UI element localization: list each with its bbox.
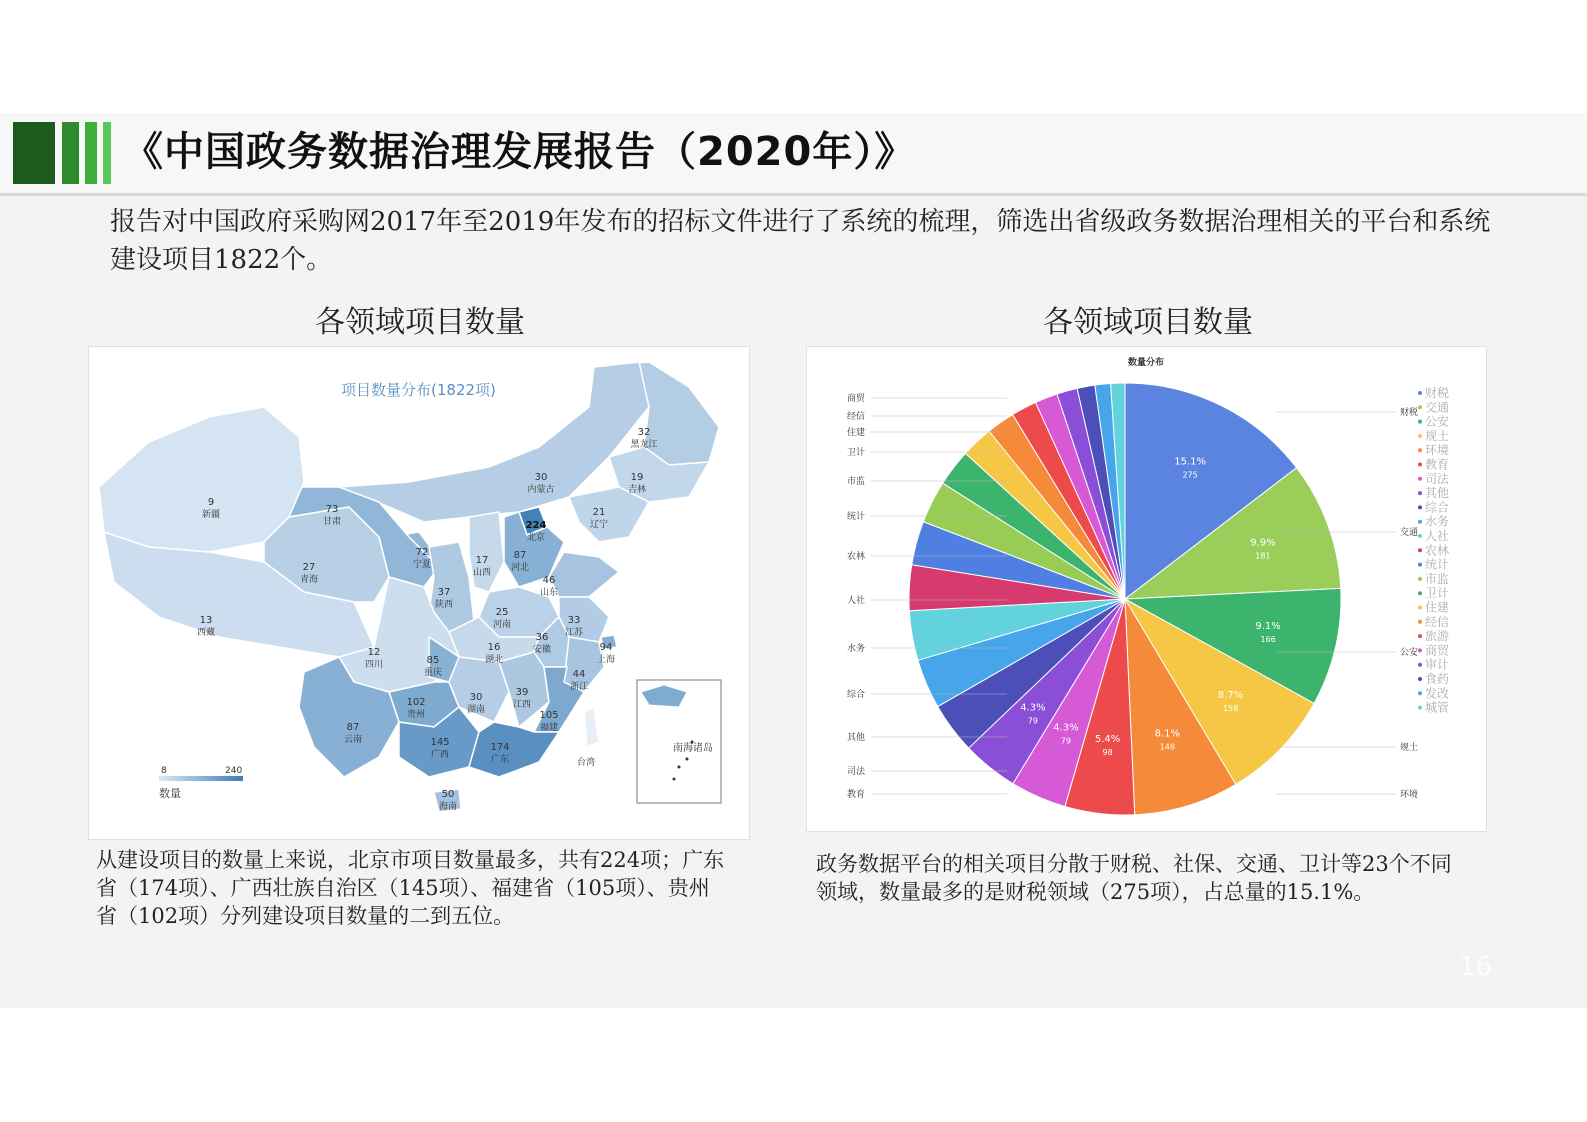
pie-legend-swatch (1418, 591, 1422, 595)
map-region-value: 33 (567, 615, 581, 626)
pie-legend-swatch (1418, 505, 1422, 509)
map-region-name: 江苏 (564, 628, 584, 638)
pie-legend-item: 审计 (1425, 657, 1450, 672)
pie-legend-swatch (1418, 405, 1422, 409)
pie-legend-swatch (1418, 706, 1422, 710)
map-region-name: 上海 (596, 655, 616, 665)
left-caption: 从建设项目的数量上来说，北京市项目数量最多，共有224项；广东省（174项）、广西壮族自治区（145项）、福建省（105项）、贵州省（102项）分列建设项目数量的二到五位。 (96, 848, 725, 928)
pie-legend-item: 旅游 (1425, 629, 1450, 644)
map-legend-max: 240 (225, 766, 243, 776)
pie-slice-value: 158 (1222, 704, 1239, 714)
map-region-name: 浙江 (569, 682, 589, 692)
pie-slice-value: 166 (1260, 635, 1276, 645)
map-region-value: 25 (495, 607, 509, 618)
map-region-value: 36 (535, 632, 549, 643)
title-accent-bar-2 (62, 122, 79, 184)
map-region-name: 云南 (343, 735, 363, 745)
pie-legend-item: 规土 (1425, 428, 1450, 443)
island-dot (691, 741, 694, 744)
map-region-value: 46 (542, 575, 556, 586)
pie-slice-value: 79 (1060, 736, 1071, 746)
title-accent-bar-1 (13, 122, 55, 184)
pie-side-label: 水务 (847, 644, 866, 654)
pie-legend-swatch (1418, 606, 1422, 610)
pie-legend-swatch (1418, 648, 1422, 652)
map-region-value: 37 (437, 587, 451, 598)
pie-title: 数量分布 (1127, 358, 1165, 368)
pie-legend-item: 公安 (1425, 414, 1450, 429)
map-region-name: 内蒙古 (527, 485, 555, 495)
map-region-value: 32 (637, 427, 651, 438)
pie-legend-item: 水务 (1425, 514, 1450, 529)
pie-side-label: 综合 (847, 690, 866, 700)
map-region-value: 44 (572, 669, 586, 680)
pie-slice-pct: 5.4% (1094, 733, 1121, 745)
page-title: 《中国政务数据治理发展报告（2020年）》 (123, 129, 916, 175)
map-region-name: 重庆 (423, 668, 443, 678)
pie-legend-swatch (1418, 520, 1422, 524)
pie-legend-item: 统计 (1425, 557, 1450, 572)
map-region-value: 50 (441, 789, 455, 800)
map-region-name: 黑龙江 (630, 440, 658, 450)
pie-side-label: 规土 (1400, 743, 1419, 753)
map-region-name: 新疆 (201, 510, 221, 520)
map-region-name: 贵州 (406, 710, 426, 720)
map-region-value: 174 (490, 742, 510, 753)
pie-legend-item: 教育 (1425, 457, 1450, 472)
pie-legend-item: 经信 (1425, 614, 1450, 629)
map-region-value: 85 (426, 655, 440, 666)
map-region-value: 12 (367, 647, 381, 658)
pie-slices (909, 383, 1341, 815)
map-region-name: 湖北 (484, 655, 504, 665)
map-region-name: 西藏 (196, 628, 216, 638)
pie-legend-item: 其他 (1425, 486, 1450, 501)
map-region-name: 广西 (430, 750, 450, 760)
left-heading: 各领域项目数量 (315, 305, 525, 340)
pie-legend-item: 环境 (1425, 443, 1450, 458)
pie-legend-item: 城管 (1425, 700, 1450, 715)
island-dot (673, 778, 676, 781)
pie-legend-swatch (1418, 391, 1422, 395)
map-region-name: 青海 (299, 575, 319, 585)
map-region-value: 30 (469, 692, 483, 703)
pie-legend-swatch (1418, 477, 1422, 481)
map-region-value: 102 (406, 697, 426, 708)
map-panel (88, 346, 750, 840)
pie-legend-swatch (1418, 663, 1422, 667)
pie-legend-item: 交通 (1425, 400, 1450, 415)
map-region-name: 辽宁 (589, 520, 609, 530)
map-region (549, 552, 619, 597)
pie-slice-pct: 9.1% (1255, 621, 1281, 633)
map-region-name: 福建 (539, 723, 559, 733)
title-accent-bar-3 (85, 122, 97, 184)
map-region-name: 北京 (526, 533, 546, 543)
map-region-name: 广东 (490, 755, 510, 765)
right-heading: 各领域项目数量 (1043, 305, 1253, 340)
map-region-name: 安徽 (532, 645, 552, 655)
pie-slice-pct: 15.1% (1174, 456, 1206, 468)
pie-slice-value: 148 (1159, 742, 1175, 752)
pie-side-label: 教育 (847, 790, 866, 800)
map-region-value: 27 (302, 562, 316, 573)
map-region-name: 宁夏 (412, 560, 432, 570)
island-dot (686, 758, 689, 761)
map-legend-gradient (159, 776, 243, 781)
map-region-value: 13 (199, 615, 213, 626)
pie-legend-item: 人社 (1425, 529, 1450, 543)
map-region-value: 9 (207, 497, 215, 508)
intro-text: 报告对中国政府采购网2017年至2019年发布的招标文件进行了系统的梳理，筛选出省级政务数据治理相关的平台和系统建设项目1822个。 (110, 207, 1491, 275)
pie-legend-swatch (1418, 563, 1422, 567)
pie-side-label: 司法 (847, 767, 866, 777)
pie-slice-pct: 9.9% (1250, 537, 1276, 549)
map-region-value: 39 (515, 687, 529, 698)
map-region-value: 73 (325, 504, 339, 515)
island-dot (678, 766, 681, 769)
map-legend-label: 数量 (159, 787, 181, 800)
pie-legend-item: 农林 (1425, 543, 1450, 558)
map-region-name: 湖南 (466, 705, 486, 715)
pie-side-label: 公安 (1400, 648, 1419, 658)
pie-side-label: 统计 (847, 512, 866, 522)
pie-slice-value: 79 (1027, 716, 1038, 726)
pie-legend-item: 住建 (1425, 600, 1450, 615)
map-legend-min: 8 (161, 766, 167, 776)
pie-side-label: 经信 (847, 412, 866, 422)
page-number: 16 (1458, 952, 1492, 982)
map-region-value: 21 (592, 507, 606, 518)
pie-side-label: 环境 (1400, 790, 1419, 800)
map-region (99, 407, 304, 552)
pie-legend-swatch (1418, 420, 1422, 424)
pie-panel (806, 346, 1487, 832)
pie-side-label: 商贸 (847, 394, 866, 404)
title-accent-bar-4 (103, 122, 111, 184)
map-region-name: 江西 (512, 700, 532, 710)
pie-side-label: 人社 (847, 596, 866, 606)
map-region (584, 707, 599, 747)
map-region-value: 87 (346, 722, 360, 733)
map-region-name: 台湾 (576, 758, 596, 768)
south-sea-inset-label: 南海诸岛 (673, 743, 713, 754)
pie-legend-item: 司法 (1425, 471, 1450, 486)
map-region (569, 487, 649, 542)
pie-slice-value: 275 (1182, 470, 1198, 480)
map-region-value: 72 (415, 547, 429, 558)
pie-legend-swatch (1418, 448, 1422, 452)
pie-slice-value: 181 (1255, 551, 1271, 561)
right-caption: 政务数据平台的相关项目分散于财税、社保、交通、卫计等23个不同领域，数量最多的是财税领域（275项），占总量的15.1%。 (816, 852, 1452, 904)
pie-legend-swatch (1418, 577, 1422, 581)
pie-legend-swatch (1418, 491, 1422, 495)
pie-legend (1418, 385, 1450, 715)
pie-chart (807, 347, 1486, 831)
map-region-value: 30 (534, 472, 548, 483)
pie-legend-swatch (1418, 677, 1422, 681)
pie-legend-item: 卫计 (1425, 586, 1450, 601)
map-region-value: 224 (525, 520, 547, 531)
pie-legend-item: 商贸 (1425, 643, 1450, 658)
pie-slice-pct: 8.1% (1154, 728, 1181, 740)
pie-legend-item: 市监 (1425, 571, 1450, 586)
map-region-name: 甘肃 (322, 517, 342, 527)
map-region-name: 山西 (472, 568, 492, 578)
map-region (469, 512, 504, 592)
pie-side-label: 卫计 (847, 448, 866, 458)
pie-side-label: 交通 (1400, 528, 1419, 538)
map-shapes (99, 362, 719, 812)
pie-side-label: 农林 (847, 552, 866, 562)
map-region-name: 山东 (539, 588, 559, 598)
map-region-name: 陕西 (434, 600, 454, 610)
china-map-chart (89, 347, 749, 839)
pie-side-label: 其他 (847, 733, 866, 743)
pie-side-label: 住建 (847, 428, 866, 438)
pie-legend-swatch (1418, 434, 1422, 438)
pie-legend-item: 食药 (1425, 672, 1450, 686)
pie-legend-swatch (1418, 548, 1422, 552)
map-region-value: 19 (630, 472, 644, 483)
map-title: 项目数量分布(1822项) (341, 381, 496, 399)
pie-slice-pct: 4.3% (1053, 722, 1079, 734)
pie-side-label: 财税 (1400, 408, 1419, 418)
pie-legend-swatch (1418, 634, 1422, 638)
pie-legend-swatch (1418, 691, 1422, 695)
pie-side-label: 市监 (847, 477, 866, 487)
pie-slice-value: 98 (1102, 747, 1113, 757)
map-region-value: 94 (599, 642, 613, 653)
pie-slice-pct: 4.3% (1020, 702, 1046, 714)
map-region-name: 河南 (492, 620, 512, 630)
map-region-name: 四川 (364, 660, 384, 670)
pie-legend-item: 财税 (1425, 386, 1450, 400)
map-region-value: 145 (430, 737, 450, 748)
map-region-value: 17 (475, 555, 489, 566)
map-region-value: 87 (513, 550, 527, 561)
map-region-name: 海南 (438, 802, 458, 812)
pie-legend-swatch (1418, 620, 1422, 624)
pie-legend-item: 发改 (1425, 686, 1450, 701)
pie-legend-item: 综合 (1425, 500, 1450, 515)
map-region-name: 河北 (510, 563, 530, 573)
pie-legend-swatch (1418, 463, 1422, 467)
pie-slice-pct: 8.7% (1217, 690, 1244, 702)
map-region-name: 吉林 (627, 485, 647, 495)
map-region-value: 105 (539, 710, 559, 721)
pie-legend-swatch (1418, 534, 1422, 538)
map-region-value: 16 (487, 642, 501, 653)
